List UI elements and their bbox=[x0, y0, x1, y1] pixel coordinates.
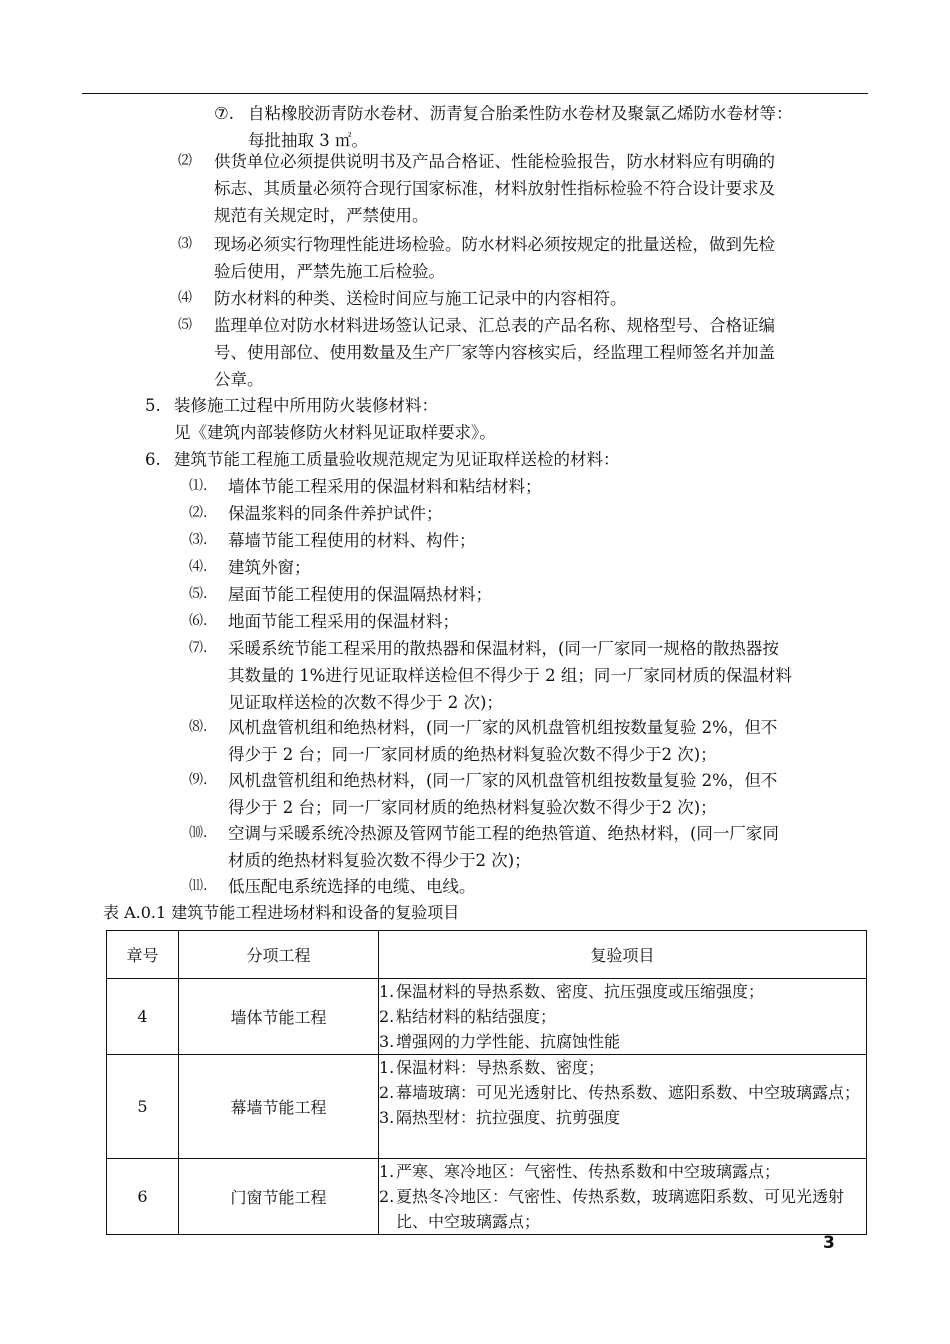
item-number: ⑼. bbox=[189, 772, 208, 788]
subitem-line: 防水材料的种类、送检时间应与施工记录中的内容相符。 bbox=[214, 289, 627, 308]
retest-item-text: 粘结材料的粘结强度； bbox=[396, 1007, 557, 1026]
section-5-title: 装修施工过程中所用防火装修材料： bbox=[174, 396, 438, 415]
item-number: ⑻. bbox=[189, 719, 208, 735]
item-number: ⑺. bbox=[189, 640, 208, 656]
subitem-number: ⑶ bbox=[178, 236, 192, 252]
subitem-number: ⑷ bbox=[178, 290, 192, 306]
item-number: ⑹. bbox=[189, 613, 208, 629]
item-line: 得少于 2 台；同一厂家同材质的绝热材料复验次数不得少于2 次)； bbox=[228, 745, 717, 764]
header-retest-items: 复验项目 bbox=[379, 931, 867, 979]
retest-item bbox=[379, 1080, 866, 1105]
chapter-cell: 6 bbox=[107, 1159, 179, 1235]
chapter-cell: 5 bbox=[107, 1055, 179, 1159]
item-line: 材质的绝热材料复验次数不得少于2 次)； bbox=[228, 851, 531, 870]
item-line: 风机盘管机组和绝热材料，(同一厂家的风机盘管机组按数量复验 2%，但不 bbox=[228, 718, 778, 737]
retest-item-text: 隔热型材：抗拉强度、抗剪强度 bbox=[396, 1108, 621, 1127]
item-line: 其数量的 1%进行见证取样送检但不得少于 2 组；同一厂家同材质的保温材料 bbox=[228, 666, 792, 685]
retest-item-text: 保温材料的导热系数、密度、抗压强度或压缩强度； bbox=[396, 982, 765, 1001]
item-line: 风机盘管机组和绝热材料，(同一厂家的风机盘管机组按数量复验 2%，但不 bbox=[228, 771, 778, 790]
retest-items-cell bbox=[379, 1055, 867, 1159]
item-number: ⑾. bbox=[189, 878, 208, 894]
item-line: 采暖系统节能工程采用的散热器和保温材料，(同一厂家同一规格的散热器按 bbox=[228, 639, 779, 658]
section-5-body: 见《建筑内部装修防火材料见证取样要求》。 bbox=[174, 423, 496, 442]
table-row bbox=[107, 979, 867, 1055]
page-number: 3 bbox=[823, 1233, 835, 1253]
item-number: ⑷. bbox=[189, 559, 208, 575]
retest-item bbox=[379, 1055, 866, 1080]
retest-items-table bbox=[106, 930, 867, 1235]
retest-item bbox=[379, 1029, 866, 1054]
retest-item bbox=[379, 1004, 866, 1029]
item-7-number: ⑦. bbox=[214, 104, 235, 123]
retest-item-number: 3. bbox=[379, 1108, 395, 1127]
section-6-number: 6. bbox=[145, 450, 161, 469]
table-row bbox=[107, 1055, 867, 1159]
subitem-cell: 墙体节能工程 bbox=[179, 979, 379, 1055]
item-line: 屋面节能工程使用的保温隔热材料； bbox=[228, 585, 492, 604]
item-number: ⑶. bbox=[189, 532, 208, 548]
retest-item-text: 增强网的力学性能、抗腐蚀性能 bbox=[396, 1032, 621, 1051]
subitem-line: 验后使用，严禁先施工后检验。 bbox=[214, 262, 445, 281]
item-number: ⑵. bbox=[189, 505, 208, 521]
item-line: 得少于 2 台；同一厂家同材质的绝热材料复验次数不得少于2 次)； bbox=[228, 798, 717, 817]
retest-item-number: 1. bbox=[379, 982, 395, 1001]
subitem-line: 标志、其质量必须符合现行国家标准，材料放射性指标检验不符合设计要求及 bbox=[214, 179, 775, 198]
subitem-number: ⑸ bbox=[178, 317, 192, 333]
subitem-number: ⑵ bbox=[178, 153, 192, 169]
table-header-row bbox=[107, 931, 867, 979]
retest-item bbox=[379, 1159, 866, 1184]
section-5-number: 5. bbox=[145, 396, 161, 415]
retest-item-number: 3. bbox=[379, 1032, 395, 1051]
subitem-line: 现场必须实行物理性能进场检验。防水材料必须按规定的批量送检，做到先检 bbox=[214, 235, 775, 254]
retest-items-cell bbox=[379, 1159, 867, 1235]
item-line: 幕墙节能工程使用的材料、构件； bbox=[228, 531, 476, 550]
retest-item-text: 保温材料：导热系数、密度； bbox=[396, 1058, 605, 1077]
subitem-line: 供货单位必须提供说明书及产品合格证、性能检验报告，防水材料应有明确的 bbox=[214, 152, 775, 171]
retest-item-number: 2. bbox=[379, 1083, 395, 1102]
subitem-cell: 门窗节能工程 bbox=[179, 1159, 379, 1235]
item-number: ⑴. bbox=[189, 478, 208, 494]
retest-item-text: 严寒、寒冷地区：气密性、传热系数和中空玻璃露点； bbox=[396, 1162, 781, 1181]
item-number: ⑽. bbox=[189, 825, 208, 841]
retest-item-number: 1. bbox=[379, 1162, 395, 1181]
item-number: ⑸. bbox=[189, 586, 208, 602]
table-row bbox=[107, 1159, 867, 1235]
item-line: 保温浆料的同条件养护试件； bbox=[228, 504, 443, 523]
subitem-line: 号、使用部位、使用数量及生产厂家等内容核实后，经监理工程师签名并加盖 bbox=[214, 343, 775, 362]
item-line: 见证取样送检的次数不得少于 2 次)； bbox=[228, 693, 503, 712]
retest-item-number: 2. bbox=[379, 1007, 395, 1026]
header-subitem: 分项工程 bbox=[179, 931, 379, 979]
subitem-line: 监理单位对防水材料进场签认记录、汇总表的产品名称、规格型号、合格证编 bbox=[214, 316, 775, 335]
section-6-title: 建筑节能工程施工质量验收规范规定为见证取样送检的材料： bbox=[174, 450, 620, 469]
retest-item-text: 幕墙玻璃：可见光透射比、传热系数、遮阳系数、中空玻璃露点； bbox=[396, 1083, 861, 1102]
retest-item bbox=[379, 1105, 866, 1130]
subitem-line: 公章。 bbox=[214, 370, 264, 389]
header-rule bbox=[82, 93, 868, 94]
retest-items-cell bbox=[379, 979, 867, 1055]
item-line: 空调与采暖系统冷热源及管网节能工程的绝热管道、绝热材料，(同一厂家同 bbox=[228, 824, 779, 843]
retest-item-number: 1. bbox=[379, 1058, 395, 1077]
item-7-line: 自粘橡胶沥青防水卷材、沥青复合胎柔性防水卷材及聚氯乙烯防水卷材等： bbox=[248, 104, 793, 123]
item-line: 地面节能工程采用的保温材料； bbox=[228, 612, 459, 631]
item-line: 建筑外窗； bbox=[228, 558, 311, 577]
subitem-cell: 幕墙节能工程 bbox=[179, 1055, 379, 1159]
retest-item-number: 2. bbox=[379, 1187, 395, 1206]
subitem-line: 规范有关规定时，严禁使用。 bbox=[214, 206, 429, 225]
table-caption: 表 A.0.1 建筑节能工程进场材料和设备的复验项目 bbox=[103, 903, 460, 922]
item-7-line: 每批抽取 3 ㎡。 bbox=[248, 131, 368, 150]
item-line: 墙体节能工程采用的保温材料和粘结材料； bbox=[228, 477, 542, 496]
item-line: 低压配电系统选择的电缆、电线。 bbox=[228, 877, 476, 896]
retest-item bbox=[379, 979, 866, 1004]
retest-item bbox=[379, 1184, 866, 1234]
retest-item-text: 夏热冬冷地区：气密性、传热系数，玻璃遮阳系数、可见光透射比、中空玻璃露点； bbox=[396, 1187, 845, 1231]
chapter-cell: 4 bbox=[107, 979, 179, 1055]
header-chapter: 章号 bbox=[107, 931, 179, 979]
